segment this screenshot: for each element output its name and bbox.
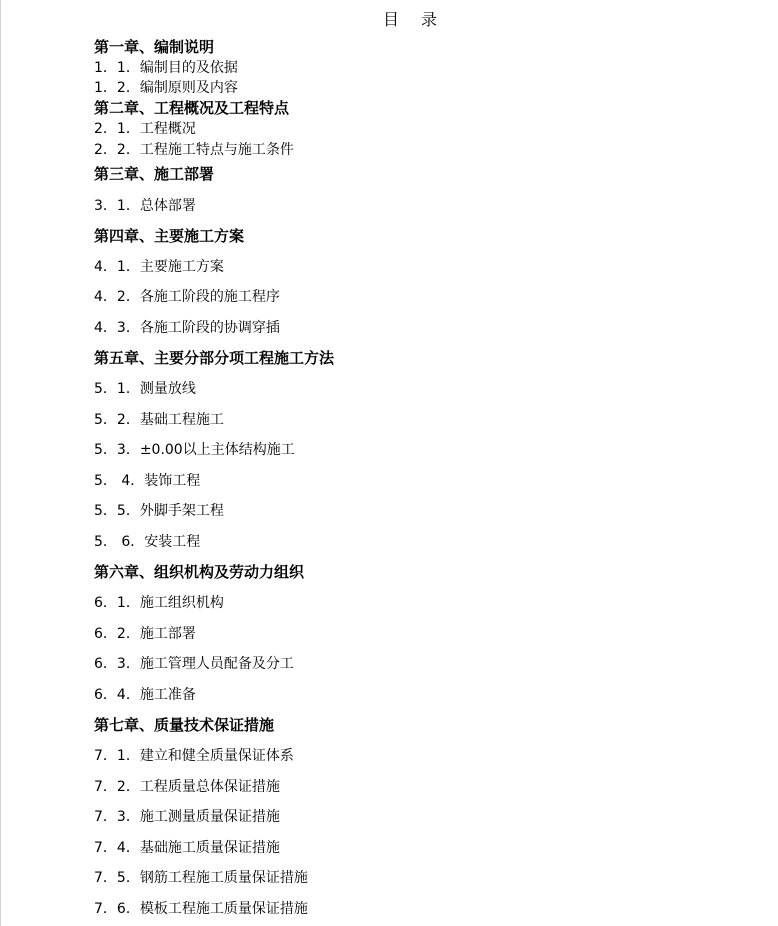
toc-section-item: 1．2．编制原则及内容 [94,80,238,96]
toc-section-item: 6．3．施工管理人员配备及分工 [94,656,294,672]
toc-section-item: 1．1．编制目的及依据 [94,60,238,76]
toc-title [0,7,778,30]
toc-section-item: 4．1．主要施工方案 [94,259,224,275]
page-left-border [0,0,1,926]
toc-chapter-heading: 第五章、主要分部分项工程施工方法 [94,349,335,367]
toc-section-item: 6．4．施工准备 [94,687,196,703]
toc-chapter-heading: 第二章、工程概况及工程特点 [94,99,290,117]
toc-section-item: 2．2．工程施工特点与施工条件 [94,142,294,158]
toc-section-item: 5． 6．安装工程 [94,534,201,550]
toc-chapter-heading: 第一章、编制说明 [94,38,215,56]
toc-section-item: 7．4．基础施工质量保证措施 [94,840,280,856]
toc-title-left: 目 [382,10,399,29]
toc-title-right: 录 [421,10,438,29]
toc-section-item: 6．1．施工组织机构 [94,595,224,611]
toc-chapter-heading: 第六章、组织机构及劳动力组织 [94,563,305,581]
toc-section-item: 2．1．工程概况 [94,121,196,137]
toc-chapter-heading: 第四章、主要施工方案 [94,227,245,245]
toc-section-item: 3．1．总体部署 [94,198,196,214]
toc-section-item: 5． 4．装饰工程 [94,473,201,489]
toc-section-item: 5．3．±0.00以上主体结构施工 [94,442,295,458]
toc-section-item: 4．2．各施工阶段的施工程序 [94,289,280,305]
toc-section-item: 7．3．施工测量质量保证措施 [94,809,280,825]
toc-section-item: 7．2．工程质量总体保证措施 [94,779,280,795]
toc-section-item: 7．6．模板工程施工质量保证措施 [94,901,308,917]
toc-section-item: 5．1．测量放线 [94,381,196,397]
toc-section-item: 5．2．基础工程施工 [94,412,224,428]
toc-section-item: 7．5．钢筋工程施工质量保证措施 [94,870,308,886]
toc-section-item: 5．5．外脚手架工程 [94,503,224,519]
toc-section-item: 4．3．各施工阶段的协调穿插 [94,320,280,336]
toc-section-item: 7．1．建立和健全质量保证体系 [94,748,294,764]
toc-chapter-heading: 第七章、质量技术保证措施 [94,716,275,734]
toc-section-item: 6．2．施工部署 [94,626,196,642]
toc-chapter-heading: 第三章、施工部署 [94,165,215,183]
